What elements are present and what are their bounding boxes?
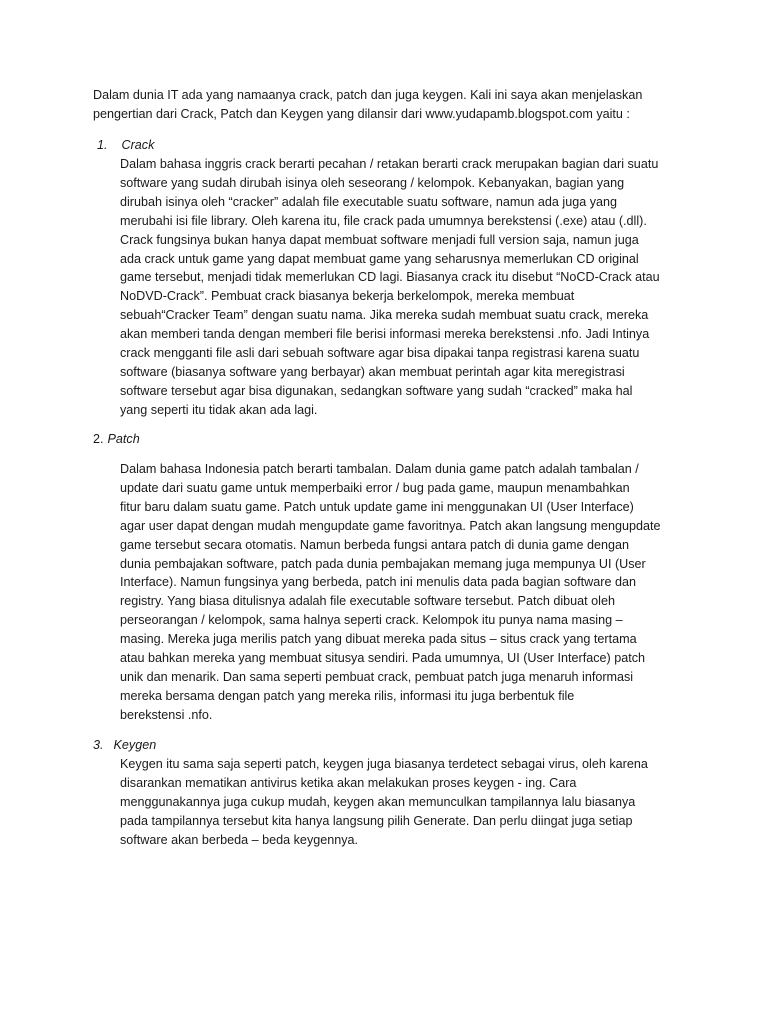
body-line: perseorangan / kelompok, sama halnya seperti crack. Kelompok itu punya nama masing – (120, 613, 623, 628)
body-line: atau bahkan mereka yang membuat situsya sendiri. Pada umumnya, UI (User Interface) patch (120, 651, 645, 666)
body-line: Dalam bahasa inggris crack berarti pecahan / retakan berarti crack merupakan bagian dari suatu (120, 157, 659, 171)
section-heading-keygen (93, 736, 156, 755)
body-line: disarankan mematikan antivirus ketika akan melakukan proses keygen - ing. Cara (120, 775, 577, 790)
body-line: ada crack untuk game yang dapat membuat game yang seharusnya memerlukan CD original (120, 251, 639, 266)
body-line: dirubah isinya oleh “cracker” adalah file executable suatu software, namun ada juga yang (120, 194, 618, 209)
body-line: Interface). Namun fungsinya yang berbeda, patch ini menulis data pada bagian software dan (120, 575, 636, 590)
section-number: 1. (97, 138, 108, 152)
body-line: agar user dapat dengan mudah mengupdate game favoritnya. Patch akan langsung mengupdate (120, 518, 661, 533)
body-line: Dalam bahasa Indonesia patch berarti tambalan. Dalam dunia game patch adalah tambalan / (120, 462, 639, 476)
body-line: akan memberi tanda dengan memberi file berisi informasi mereka berekstensi .nfo. Jadi Intinya (120, 327, 650, 342)
intro-line: Dalam dunia IT ada yang namaanya crack, patch dan juga keygen. Kali ini saya akan menjelaskan (93, 88, 643, 102)
body-line: Keygen itu sama saja seperti patch, keygen juga biasanya terdetect sebagai virus, oleh karena (120, 757, 648, 771)
body-line: pada tampilannya tersebut kita hanya langsung pilih Generate. Dan perlu diingat juga setiap (120, 813, 633, 828)
body-line: fitur baru dalam suatu game. Patch untuk update game ini menggunakan UI (User Interface) (120, 499, 634, 514)
body-line: software (biasanya software yang berbayar) akan membuat perintah agar kita meregistrasi (120, 364, 625, 379)
body-line: software yang sudah dirubah isinya oleh seseorang / kelompok. Kebanyakan, bagian yang (120, 175, 625, 190)
body-line: game tersebut secara otomatis. Namun berbeda fungsi antara patch di dunia game dengan (120, 537, 629, 552)
body-line: software tersebut agar bisa digunakan, sedangkan software yang sudah “cracked” maka hal (120, 383, 633, 398)
section-number: 2. (93, 432, 104, 446)
section-body-keygen (120, 755, 680, 850)
section-body-crack (120, 155, 680, 420)
body-line: menggunakannya juga cukup mudah, keygen akan memunculkan tampilannya lalu biasanya (120, 794, 636, 809)
body-line: update dari suatu game untuk memperbaiki error / bug pada game, maupun menambahkan (120, 480, 630, 495)
body-line: registry. Yang biasa ditulisnya adalah file executable software tersebut. Patch dibuat oleh (120, 594, 615, 609)
section-title: Keygen (113, 738, 157, 752)
body-line: software akan berbeda – beda keygennya. (120, 832, 359, 847)
body-line: berekstensi .nfo. (120, 707, 213, 722)
section-title: Crack (121, 138, 155, 152)
section-number: 3. (93, 738, 104, 752)
body-line: dunia pembajakan software, patch pada dunia pembajakan memang juga mempunya UI (User (120, 556, 646, 571)
body-line: Crack fungsinya bukan hanya dapat membuat software menjadi full version saja, namun juga (120, 232, 639, 247)
intro-paragraph (93, 86, 693, 124)
intro-line: pengertian dari Crack, Patch dan Keygen yang dilansir dari www.yudapamb.blogspot.com yaitu : (93, 107, 630, 121)
section-body-patch (120, 460, 680, 725)
body-line: mereka bersama dengan patch yang mereka rilis, informasi itu juga berbentuk file (120, 688, 575, 703)
body-line: merubahi isi file library. Oleh karena itu, file crack pada umumnya berekstensi (.exe) atau (.dll). (120, 213, 647, 228)
body-line: NoDVD-Crack”. Pembuat crack biasanya bekerja berkelompok, mereka membuat (120, 289, 575, 304)
body-line: game tersebut, menjadi tidak memerlukan CD lagi. Biasanya crack itu disebut “NoCD-Crack atau (120, 270, 660, 285)
section-heading-patch (93, 430, 140, 449)
body-line: yang seperti itu tidak akan ada lagi. (120, 402, 318, 417)
section-heading-crack (97, 136, 154, 155)
section-title: Patch (107, 432, 140, 446)
body-line: unik dan menarik. Dan sama seperti pembuat crack, pembuat patch juga menaruh informasi (120, 669, 634, 684)
body-line: sebuah“Cracker Team” dengan suatu nama. Jika mereka sudah membuat suatu crack, mereka (120, 308, 649, 323)
body-line: masing. Mereka juga merilis patch yang dibuat mereka pada situs – situs crack yang tertama (120, 632, 637, 647)
body-line: crack mengganti file asli dari sebuah software agar bisa dipakai tanpa registrasi karena suatu (120, 346, 640, 361)
